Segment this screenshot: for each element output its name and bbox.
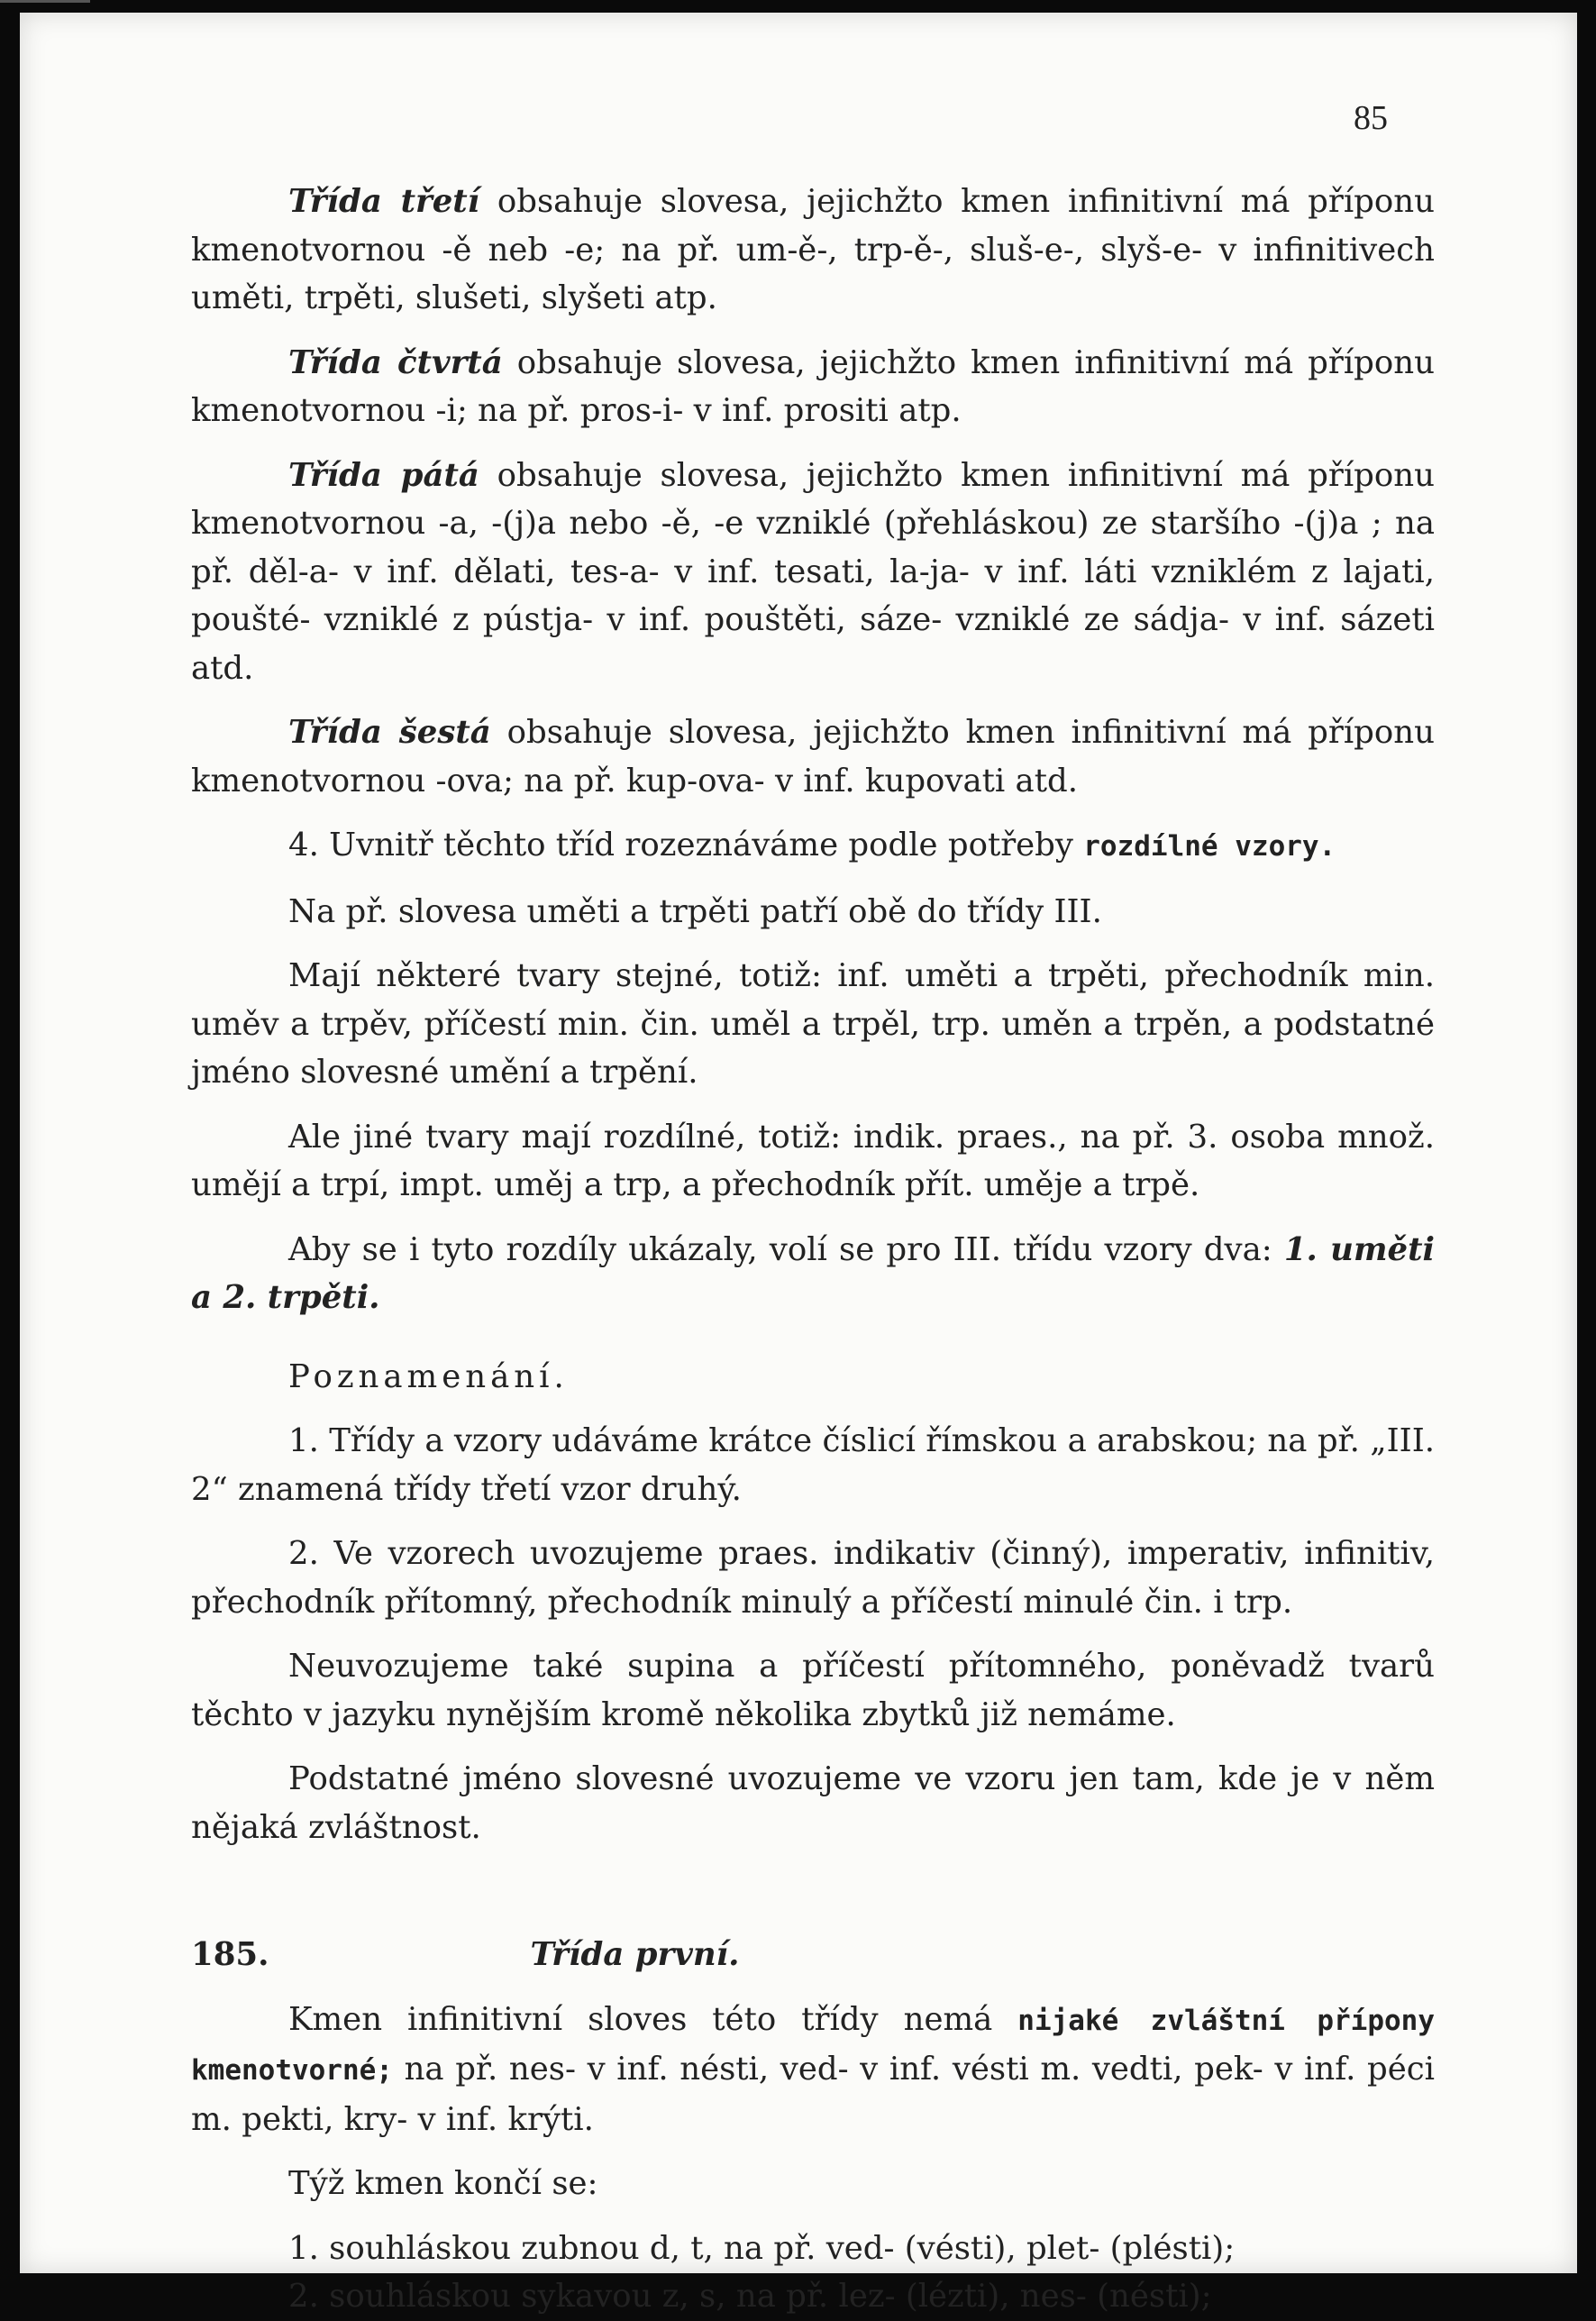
section-header xyxy=(191,1931,1435,1979)
paragraph-text: obsahuje slovesa, jejichžto kmen infinitivní má příponu kmenotvornou -ě neb -e; na př. um-ě-, trp-ě-, sluš-e-, slyš-e- v infinitivech uměti, trpěti, slušeti, slyšeti atp. xyxy=(191,183,1435,316)
note-4: Podstatné jméno slovesné uvozujeme ve vzoru jen tam, kde je v něm nějaká zvláštnost. xyxy=(191,1760,1435,1846)
note-1: 1. Třídy a vzory udáváme krátce číslicí římskou a arabskou; na př. „III. 2“ znamená třídy třetí vzor druhý. xyxy=(191,1422,1435,1508)
class-heading: Třída pátá xyxy=(288,456,479,494)
pattern-names: 1. uměti a 2. trpěti. xyxy=(191,1230,1435,1316)
paragraph-text: obsahuje slovesa, jejichžto kmen infinitivní má příponu kmenotvornou -a, -(j)a nebo -ě, -e vzniklé (přehláskou) ze staršího -(j)a ; na př. děl-a- v inf. dělati, tes-a- v inf. tesati, la-ja- v inf. láti vzniklém z lajati, poušté- vzniklé z pústja- v inf. pouštěti, sáze- vzniklé ze sádja- v inf. sázeti atd. xyxy=(191,456,1436,687)
class-heading: Třída šestá xyxy=(288,714,491,751)
paragraph-example: Na př. slovesa uměti a trpěti patří obě do třídy III. xyxy=(288,892,1102,930)
scan-edge xyxy=(0,0,90,3)
page-text xyxy=(191,13,1435,2321)
paragraph-4 xyxy=(191,821,1435,872)
note-3: Neuvozujeme také supina a příčestí přítomného, poněvadž tvarů těchto v jazyku nynějším kromě několika zbytků již nemáme. xyxy=(191,1648,1435,1733)
bold-term: nijaké zvláštní přípony kmenotvorné; xyxy=(191,2004,1435,2087)
list-item-dental: 1. souhláskou zubnou d, t, na př. ved- (vésti), plet- (plésti); xyxy=(288,2229,1236,2267)
paragraph-text: Aby se i tyto rozdíly ukázaly, volí se pro III. třídu vzory dva: xyxy=(288,1230,1272,1268)
paragraph-same-forms: Mají některé tvary stejné, totiž: inf. uměti a trpěti, přechodník min. uměv a trpěv, příčestí min. čin. uměl a trpěl, trp. uměn a trpěn, a podstatné jméno slovesné umění a trpění. xyxy=(191,957,1435,1091)
note-2: 2. Ve vzorech uvozujeme praes. indikativ (činný), imperativ, infinitiv, přechodník přítomný, přechodník minulý a příčestí minulé čin. i trp. xyxy=(191,1535,1435,1621)
section-number: 185. xyxy=(191,1936,269,1973)
paragraph-text: na př. nes- v inf. nésti, ved- v inf. vésti m. vedti, pek- v inf. péci m. pekti, kry- v inf. krýti. xyxy=(191,2051,1435,2138)
note-heading: Poznamenání. xyxy=(288,1357,569,1395)
paragraph-class-four xyxy=(191,339,1435,435)
paragraph-class-five xyxy=(191,452,1435,693)
paragraph-class-three xyxy=(191,178,1435,323)
paragraph-text: obsahuje slovesa, jejichžto kmen infinitivní má příponu kmenotvornou -i; na př. pros-i- v inf. prositi atp. xyxy=(191,343,1436,429)
list-item-sibilant: 2. souhláskou sykavou z, s, na př. lez- (lézti), nes- (nésti); xyxy=(288,2278,1212,2315)
paragraph-text: 4. Uvnitř těchto tříd rozeznáváme podle potřeby xyxy=(288,827,1073,864)
paragraph-text: Kmen infinitivní sloves této třídy nemá xyxy=(288,2000,993,2038)
paragraph-text: obsahuje slovesa, jejichžto kmen infinitivní má příponu kmenotvornou -ova; na př. kup-ova- v inf. kupovati atd. xyxy=(191,714,1436,800)
book-page xyxy=(20,13,1577,2315)
bold-term: rozdílné vzory. xyxy=(1083,830,1336,863)
class-heading: Třída čtvrtá xyxy=(288,343,503,381)
paragraph-stem-ending: Týž kmen končí se: xyxy=(288,2165,598,2202)
paragraph-different-forms: Ale jiné tvary mají rozdílné, totiž: indik. praes., na př. 3. osoba množ. umějí a trpí, impt. uměj a trp, a přechodník přít. uměje a trpě. xyxy=(191,1118,1435,1203)
class-heading: Třída třetí xyxy=(288,183,480,220)
paragraph-two-patterns xyxy=(191,1226,1435,1322)
paragraph-section-intro xyxy=(191,1996,1435,2144)
page-number: 85 xyxy=(1354,99,1388,137)
paragraph-class-six xyxy=(191,708,1435,805)
section-title: Třída první. xyxy=(530,1936,740,1973)
